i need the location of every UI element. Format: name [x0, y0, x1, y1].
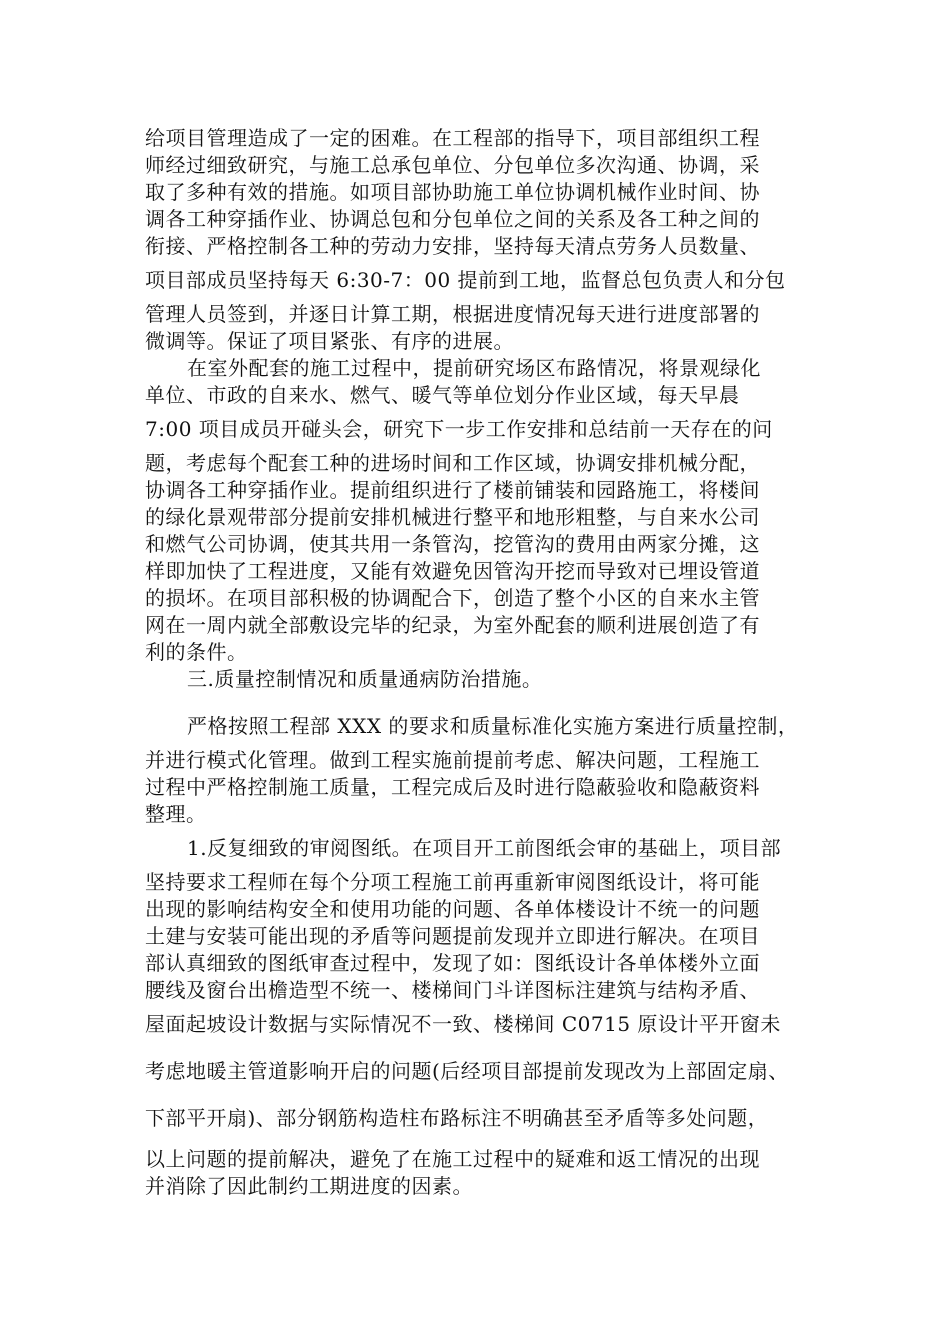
text-line: 师经过细致研究，与施工总承包单位、分包单位多次沟通、协调，采 [145, 153, 760, 177]
text-line: 以上问题的提前解决，避免了在施工过程中的疑难和返工情况的出现 [145, 1147, 760, 1171]
text-line: 腰线及窗台出檐造型不统一、楼梯间门斗详图标注建筑与结构矛盾、 [145, 978, 760, 1002]
text-line: 7:00 项目成员开碰头会，研究下一步工作安排和总结前一天存在的问 [145, 417, 773, 441]
paragraph-first-line: 在室外配套的施工过程中，提前研究场区布路情况，将景观绿化 [187, 356, 761, 380]
text-line: 调各工种穿插作业、协调总包和分包单位之间的关系及各工种之间的 [145, 207, 760, 231]
paragraph-first-line: 1.反复细致的审阅图纸。在项目开工前图纸会审的基础上，项目部 [187, 836, 782, 860]
text-line: 给项目管理造成了一定的困难。在工程部的指导下，项目部组织工程 [145, 126, 760, 150]
text-line: 单位、市政的自来水、燃气、暖气等单位划分作业区域，每天早晨 [145, 383, 740, 407]
text-line: 并消除了因此制约工期进度的因素。 [145, 1174, 473, 1198]
text-line: 微调等。保证了项目紧张、有序的进展。 [145, 329, 514, 353]
text-line: 的损坏。在项目部积极的协调配合下，创造了整个小区的自来水主管 [145, 586, 760, 610]
text-line: 项目部成员坚持每天 6:30-7：00 提前到工地，监督总包负责人和分包 [145, 268, 786, 292]
text-line: 管理人员签到，并逐日计算工期，根据进度情况每天进行进度部署的 [145, 302, 760, 326]
text-line: 取了多种有效的措施。如项目部协助施工单位协调机械作业时间、协 [145, 180, 760, 204]
text-line: 整理。 [145, 802, 207, 826]
section-heading: 三.质量控制情况和质量通病防治措施。 [187, 667, 543, 691]
text-line: 的绿化景观带部分提前安排机械进行整平和地形粗整，与自来水公司 [145, 505, 760, 529]
text-line: 过程中严格控制施工质量，工程完成后及时进行隐蔽验收和隐蔽资料 [145, 775, 760, 799]
text-line: 考虑地暖主管道影响开启的问题(后经项目部提前发现改为上部固定扇、 [145, 1059, 789, 1083]
text-line: 和燃气公司协调，使其共用一条管沟，挖管沟的费用由两家分摊，这 [145, 532, 760, 556]
text-line: 衔接、严格控制各工种的劳动力安排，坚持每天清点劳务人员数量、 [145, 234, 760, 258]
text-line: 网在一周内就全部敷设完毕的纪录，为室外配套的顺利进展创造了有 [145, 613, 760, 637]
paragraph-first-line: 严格按照工程部 XXX 的要求和质量标准化实施方案进行质量控制， [187, 714, 799, 738]
text-line: 协调各工种穿插作业。提前组织进行了楼前铺装和园路施工，将楼间 [145, 478, 760, 502]
text-line: 土建与安装可能出现的矛盾等问题提前发现并立即进行解决。在项目 [145, 924, 760, 948]
text-line: 部认真细致的图纸审查过程中，发现了如：图纸设计各单体楼外立面 [145, 951, 760, 975]
text-line: 并进行模式化管理。做到工程实施前提前考虑、解决问题，工程施工 [145, 748, 760, 772]
text-line: 坚持要求工程师在每个分项工程施工前再重新审阅图纸设计，将可能 [145, 870, 760, 894]
text-line: 样即加快了工程进度，又能有效避免因管沟开挖而导致对已埋设管道 [145, 559, 760, 583]
text-line: 出现的影响结构安全和使用功能的问题、各单体楼设计不统一的问题 [145, 897, 760, 921]
text-line: 下部平开扇)、部分钢筋构造柱布路标注不明确甚至矛盾等多处问题， [145, 1106, 769, 1130]
text-line: 屋面起坡设计数据与实际情况不一致、楼梯间 C0715 原设计平开窗未 [145, 1012, 781, 1036]
text-line: 利的条件。 [145, 640, 248, 664]
text-line: 题，考虑每个配套工种的进场时间和工作区域，协调安排机械分配， [145, 451, 760, 475]
